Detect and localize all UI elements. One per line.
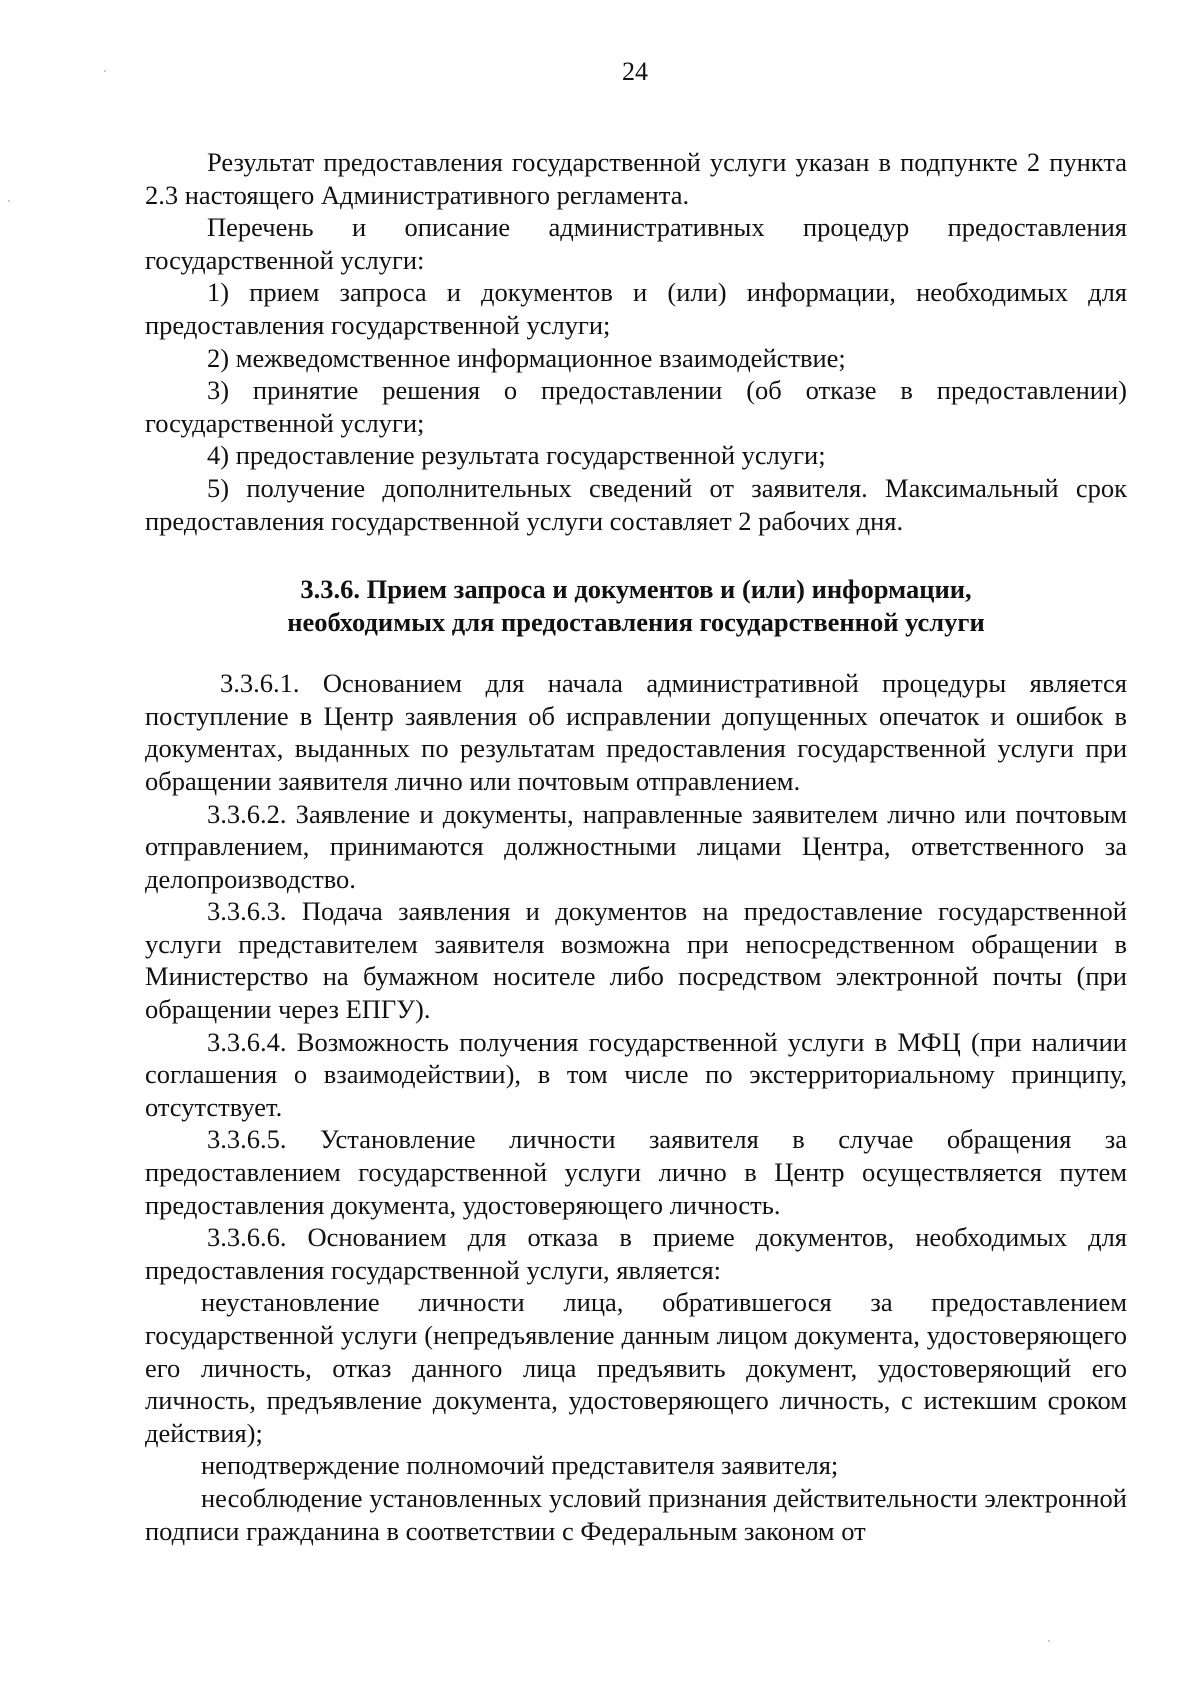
scan-speck [8, 200, 10, 202]
scan-speck [1048, 1640, 1050, 1642]
refusal-ground-identity: неустановление личности лица, обратившегося за предоставлением государственной услуги (непредъявление данным лицом документа, удостоверяющего его личность, отказ данного лица предъявить документ, удостоверяющий его личность, предъявление документа, удостоверяющего личность, с истекшим сроком действия); [145, 1287, 1127, 1448]
paragraph-3-3-6-2: 3.3.6.2. Заявление и документы, направленные заявителем лично или почтовым отправлением, принимаются должностными лицами Центра, ответственного за делопроизводство. [145, 798, 1127, 894]
paragraph-procedures-list-intro: Перечень и описание административных процедур предоставления государственной услуги: [145, 212, 1127, 275]
list-item-1: 1) прием запроса и документов и (или) информации, необходимых для предоставления государственной услуги; [145, 277, 1127, 340]
paragraph-3-3-6-3: 3.3.6.3. Подача заявления и документов на предоставление государственной услуги представителем заявителя возможна при непосредственном обращении в Министерство на бумажном носителе либо посредством электронной почты (при обращении через ЕПГУ). [145, 896, 1127, 1025]
paragraph-3-3-6-1: 3.3.6.1. Основанием для начала административной процедуры является поступление в Центр заявления об исправлении допущенных опечаток и ошибок в документах, выданных по результатам предоставления государственной услуги при обращении заявителя лично или почтовым отправлением. [145, 668, 1127, 796]
section-heading [145, 573, 1127, 639]
scan-speck [104, 70, 106, 72]
document-body [145, 146, 1127, 1547]
paragraph-result: Результат предоставления государственной услуги указан в подпункте 2 пункта 2.3 настоящего Административного регламента. [145, 147, 1127, 210]
page-number: 24 [622, 57, 648, 86]
list-item-4: 4) предоставление результата государственной услуги; [207, 440, 826, 471]
list-item-2: 2) межведомственное информационное взаимодействие; [207, 342, 846, 373]
paragraph-3-3-6-6: 3.3.6.6. Основанием для отказа в приеме документов, необходимых для предоставления государственной услуги, является: [145, 1222, 1127, 1285]
paragraph-3-3-6-4: 3.3.6.4. Возможность получения государственной услуги в МФЦ (при наличии соглашения о взаимодействии), в том числе по экстерриториальному принципу, отсутствует. [145, 1026, 1127, 1122]
list-item-5: 5) получение дополнительных сведений от заявителя. Максимальный срок предоставления государственной услуги составляет 2 рабочих дня. [145, 472, 1127, 536]
refusal-ground-authority: неподтверждение полномочий представителя заявителя; [201, 1450, 839, 1481]
section-heading-line-1: 3.3.6. Прием запроса и документов и (или) информации, [300, 574, 972, 605]
section-heading-line-2: необходимых для предоставления государственной услуги [287, 607, 985, 638]
list-item-3: 3) принятие решения о предоставлении (об отказе в предоставлении) государственной услуги; [145, 375, 1127, 438]
paragraph-3-3-6-5: 3.3.6.5. Установление личности заявителя в случае обращения за предоставлением государственной услуги лично в Центр осуществляется путем предоставления документа, удостоверяющего личность. [145, 1124, 1127, 1220]
refusal-ground-signature: несоблюдение установленных условий признания действительности электронной подписи гражданина в соответствии с Федеральным законом от [145, 1482, 1127, 1546]
